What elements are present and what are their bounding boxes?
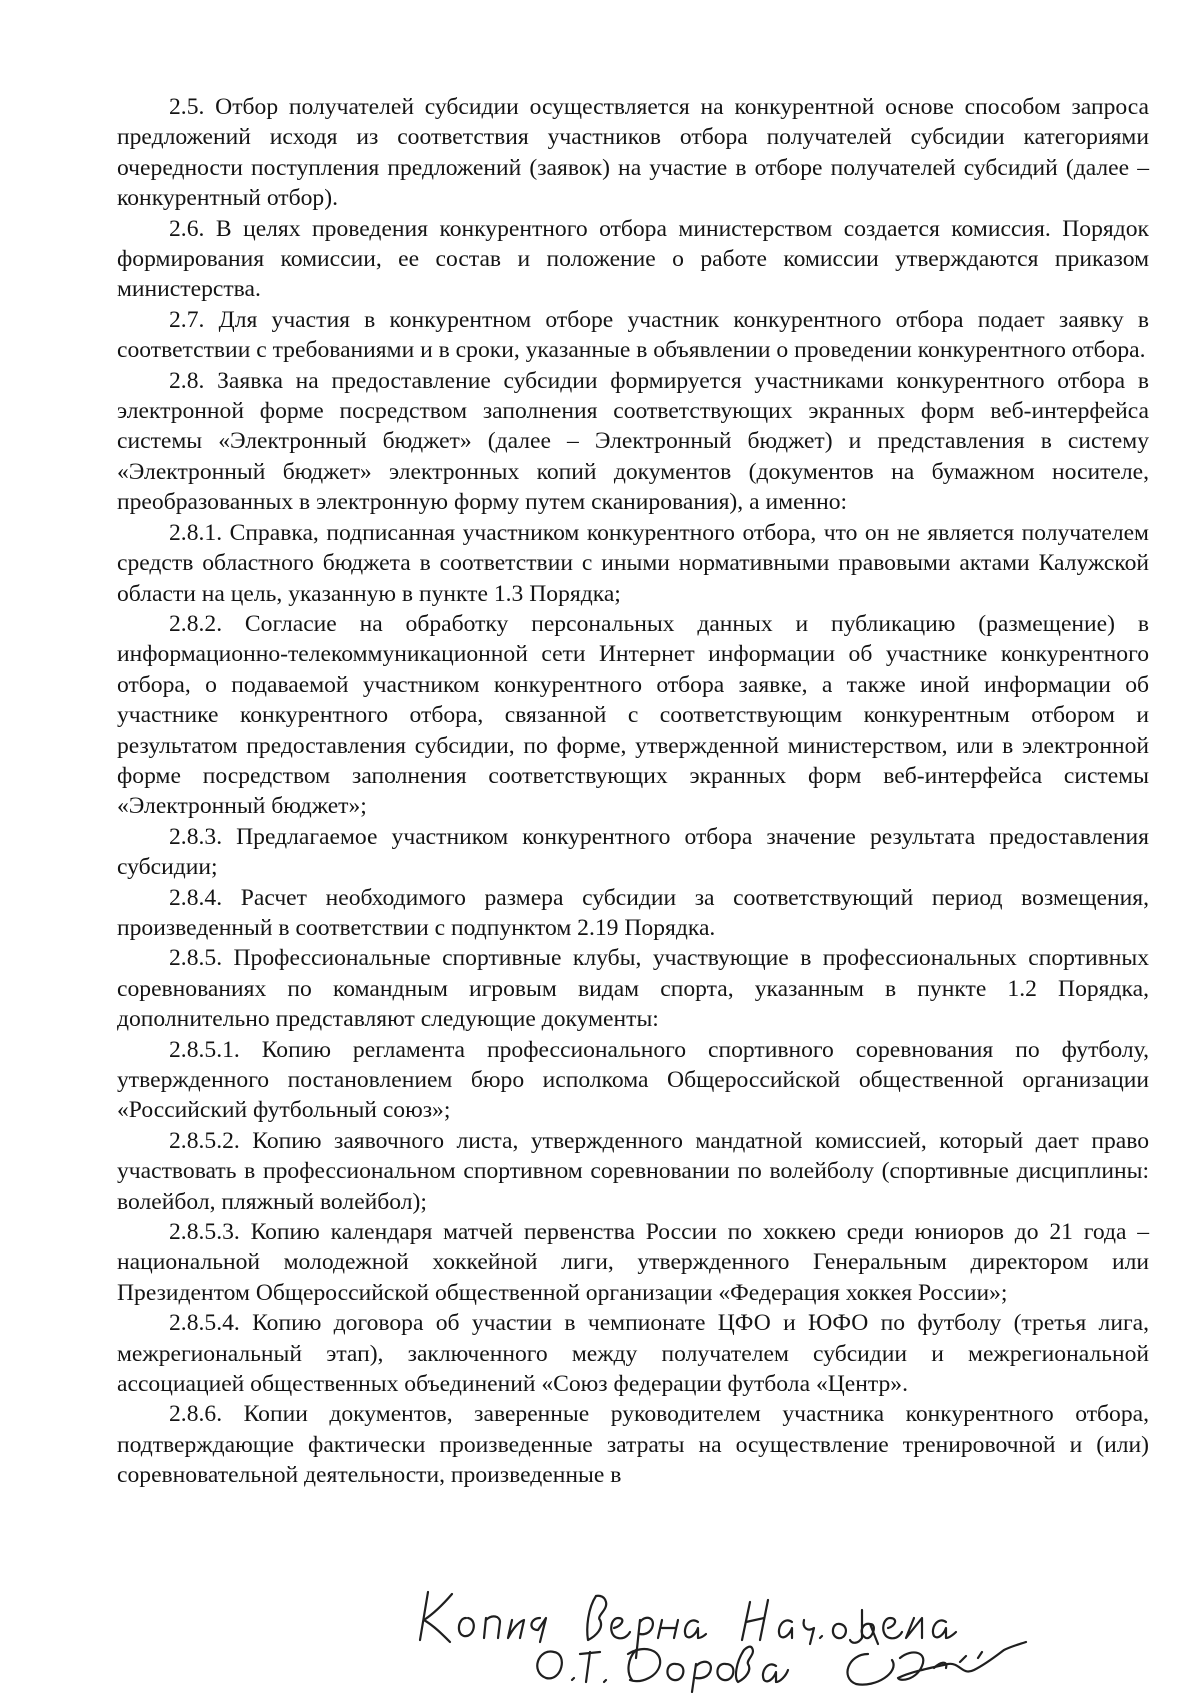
paragraph-2-8-5: 2.8.5. Профессиональные спортивные клубы, участвующие в профессиональных спортивных соревнованиях по командным игровым видам спорта, указанным в пункте 1.2 Порядка, дополнительно представляют следующие документы: xyxy=(117,945,1149,1033)
paragraph-2-6: 2.6. В целях проведения конкурентного отбора министерством создается комиссия. Порядок формирования комиссии, ее состав и положение о работе комиссии утверждаются приказом министерства. xyxy=(117,215,1149,303)
document-page xyxy=(117,92,1149,1491)
paragraph-2-8-5-1: 2.8.5.1. Копию регламента профессионального спортивного соревнования по футболу, утвержденного постановлением бюро исполкома Общероссийской общественной организации «Российский футбольный союз»; xyxy=(117,1036,1149,1124)
handwritten-certification-signature xyxy=(400,1588,1100,1693)
paragraph-2-8-6: 2.8.6. Копии документов, заверенные руководителем участника конкурентного отбора, подтверждающие фактически произведенные затраты на осуществление тренировочной и (или) соревновательной деятельности, произведенные в xyxy=(117,1401,1149,1489)
paragraph-2-8-1: 2.8.1. Справка, подписанная участником конкурентного отбора, что он не является получателем средств областного бюджета в соответствии с иными нормативными правовыми актами Калужской области на цель, указанную в пункте 1.3 Порядка; xyxy=(117,519,1149,607)
paragraph-2-8: 2.8. Заявка на предоставление субсидии формируется участниками конкурентного отбора в электронной форме посредством заполнения соответствующих экранных форм веб-интерфейса системы «Электронный бюджет» (далее – Электронный бюджет) и представления в систему «Электронный бюджет» электронных копий документов (документов на бумажном носителе, преобразованных в электронную форму путем сканирования), а именно: xyxy=(117,367,1149,516)
paragraph-2-8-4: 2.8.4. Расчет необходимого размера субсидии за соответствующий период возмещения, произведенный в соответствии с подпунктом 2.19 Порядка. xyxy=(117,884,1149,941)
paragraph-2-7: 2.7. Для участия в конкурентном отборе участник конкурентного отбора подает заявку в соответствии с требованиями и в сроки, указанные в объявлении о проведении конкурентного отбора. xyxy=(117,306,1149,364)
paragraph-2-8-5-3: 2.8.5.3. Копию календаря матчей первенства России по хоккею среди юниоров до 21 года – национальной молодежной хоккейной лиги, утвержденного Генеральным директором или Президентом Общероссийской общественной организации «Федерация хоккея России»; xyxy=(117,1219,1149,1306)
signature-ink xyxy=(400,1588,1100,1693)
paragraph-2-8-3: 2.8.3. Предлагаемое участником конкурентного отбора значение результата предоставления субсидии; xyxy=(117,823,1149,881)
paragraph-2-8-5-2: 2.8.5.2. Копию заявочного листа, утвержденного мандатной комиссией, который дает право участвовать в профессиональном спортивном соревновании по волейболу (спортивные дисциплины: волейбол, пляжный волейбол); xyxy=(117,1127,1149,1215)
paragraph-2-8-5-4: 2.8.5.4. Копию договора об участии в чемпионате ЦФО и ЮФО по футболу (третья лига, межрегиональный этап), заключенного между получателем субсидии и межрегиональной ассоциацией общественных объединений «Союз федерации футбола «Центр». xyxy=(117,1310,1149,1398)
paragraph-2-8-2: 2.8.2. Согласие на обработку персональных данных и публикацию (размещение) в информационно-телекоммуникационной сети Интернет информации об участнике конкурентного отбора, о подаваемой участником конкурентного отбора заявке, а также иной информации об участнике конкурентного отбора, связанной с соответствующим конкурентным отбором и результатом предоставления субсидии, по форме, утвержденной министерством, или в электронной форме посредством заполнения соответствующих экранных форм веб-интерфейса системы «Электронный бюджет»; xyxy=(117,610,1149,820)
paragraph-2-5: 2.5. Отбор получателей субсидии осуществляется на конкурентной основе способом запроса предложений исходя из соответствия участников отбора получателей субсидии категориями очередности поступления предложений (заявок) на участие в отборе получателей субсидий (далее – конкурентный отбор). xyxy=(117,94,1149,212)
